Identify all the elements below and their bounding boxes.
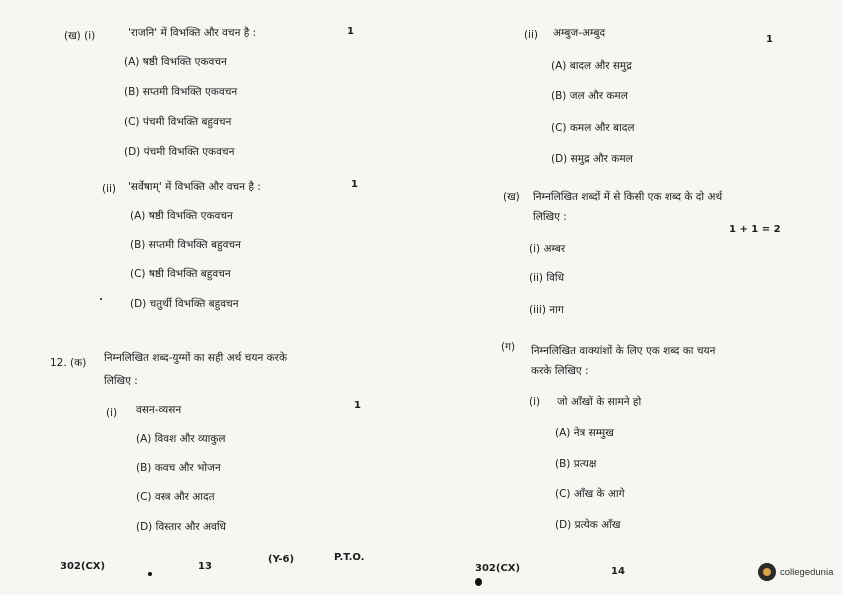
option-b: (B) सप्तमी विभक्ति बहुवचन <box>130 239 241 251</box>
question-label: (ग) <box>501 341 516 353</box>
option-d: (D) पंचमी विभक्ति एकवचन <box>124 146 235 158</box>
option-b: (B) सप्तमी विभक्ति एकवचन <box>124 86 238 98</box>
question-label: (i) <box>529 396 541 408</box>
marks: 1 <box>351 179 358 190</box>
option-a: (A) बादल और समुद्र <box>551 60 632 72</box>
marks: 1 <box>766 34 773 45</box>
option-d: (D) चतुर्थी विभक्ति बहुवचन <box>130 298 239 310</box>
marks: 1 + 1 = 2 <box>729 224 781 235</box>
word-item: (iii) नाग <box>529 304 564 316</box>
option-a: (A) षष्ठी विभक्ति एकवचन <box>130 210 233 222</box>
footer-pto: P.T.O. <box>334 552 365 563</box>
question-text: 'राजनि' में विभक्ति और वचन है : <box>128 27 257 39</box>
question-label: 12. (क) <box>50 357 87 369</box>
footer-code: 302(CX) <box>475 563 521 574</box>
option-c: (C) आँख के आगे <box>555 488 625 500</box>
question-text: जो आँखों के सामने हो <box>557 396 642 408</box>
question-text: निम्नलिखित वाक्यांशों के लिए एक शब्द का चयन <box>531 345 716 357</box>
brand-logo <box>758 563 833 581</box>
question-text: 'सर्वेषाम्' में विभक्ति और वचन है : <box>128 181 261 193</box>
page-number: 13 <box>198 561 212 572</box>
brand-name: collegedunia <box>780 566 834 578</box>
option-d: (D) विस्तार और अवधि <box>136 521 227 533</box>
question-label: (ख) (i) <box>64 30 96 42</box>
option-a: (A) षष्ठी विभक्ति एकवचन <box>124 56 227 68</box>
page-number: 14 <box>611 566 625 577</box>
word-item: (i) अम्बर <box>529 243 566 255</box>
footer-code: 302(CX) <box>60 561 106 572</box>
option-d: (D) प्रत्येक आँख <box>555 519 621 531</box>
footer-series: (Y-6) <box>268 554 295 565</box>
stray-dot <box>100 298 102 300</box>
question-text: निम्नलिखित शब्दों में से किसी एक शब्द के दो अर्थ <box>533 191 723 203</box>
option-a: (A) विवश और व्याकुल <box>136 433 226 445</box>
option-c: (C) पंचमी विभक्ति बहुवचन <box>124 116 232 128</box>
question-text-continued: लिखिए : <box>533 211 567 223</box>
word-item: (ii) विधि <box>529 272 565 284</box>
marks: 1 <box>347 26 354 37</box>
option-b: (B) कवच और भोजन <box>136 462 221 474</box>
question-text: वसन-व्यसन <box>136 404 182 416</box>
question-label: (i) <box>106 407 118 419</box>
marks: 1 <box>354 400 361 411</box>
question-label: (ii) <box>524 29 539 41</box>
option-a: (A) नेत्र सम्मुख <box>555 427 614 439</box>
option-c: (C) षष्ठी विभक्ति बहुवचन <box>130 268 231 280</box>
logo-icon <box>758 563 776 581</box>
stray-dot <box>148 572 152 576</box>
question-text-continued: लिखिए : <box>104 375 138 387</box>
option-b: (B) जल और कमल <box>551 90 628 102</box>
question-label: (ख) <box>503 191 520 203</box>
question-text-continued: करके लिखिए : <box>531 365 589 377</box>
option-c: (C) वस्त्र और आदत <box>136 491 215 503</box>
option-c: (C) कमल और बादल <box>551 122 635 134</box>
right-page <box>421 0 842 595</box>
option-b: (B) प्रत्यक्ष <box>555 458 597 470</box>
option-d: (D) समुद्र और कमल <box>551 153 633 165</box>
question-label: (ii) <box>102 183 117 195</box>
question-text: अम्बुज-अम्बुद <box>553 27 606 39</box>
stray-dot <box>475 578 482 586</box>
question-text: निम्नलिखित शब्द-युग्मों का सही अर्थ चयन करके <box>104 352 288 364</box>
